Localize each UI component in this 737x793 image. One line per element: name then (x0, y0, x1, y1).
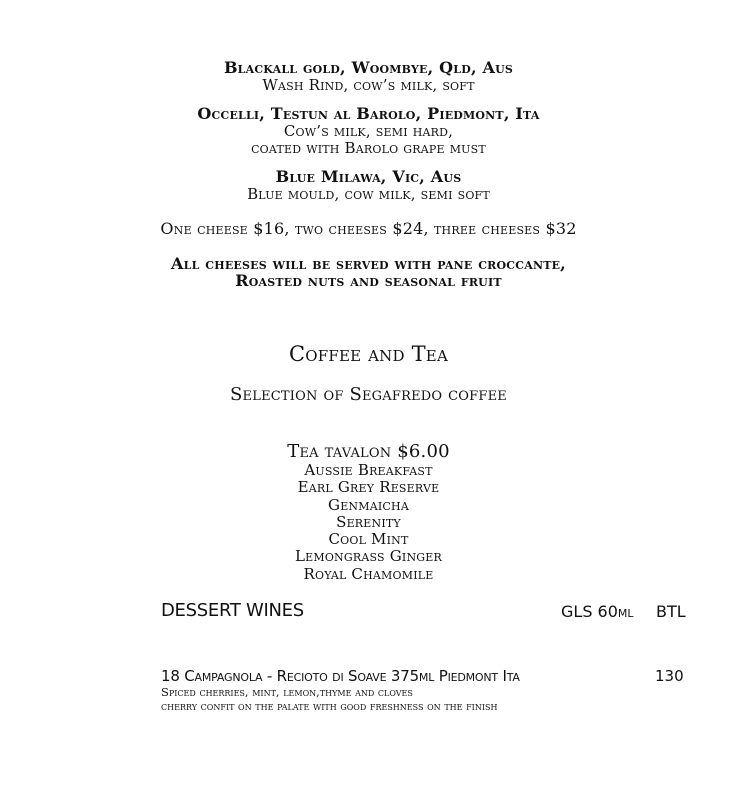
wine-item-note-1: Spiced cherries, mint, lemon,thyme and cloves (161, 685, 413, 699)
cheese-desc-3: Blue mould, cow milk, semi soft (247, 185, 490, 203)
cheese-name-2: Occelli, Testun al Barolo, Piedmont, Ita (197, 104, 540, 123)
tea-heading: Tea tavalon $6.00 (287, 441, 450, 462)
cheese-desc-1: Wash Rind, cow’s milk, soft (262, 76, 475, 94)
tea-item: Lemongrass Ginger (294, 547, 442, 565)
cheese-name-3: Blue Milawa, Vic, Aus (275, 167, 462, 186)
wine-item-note-2: cherry confit on the palate with good freshness on the finish (161, 699, 498, 713)
cheese-desc-2a: Cow’s milk, semi hard, (283, 122, 454, 140)
cheese-note-1: All cheeses will be served with pane croccante, (171, 254, 566, 273)
tea-item: Royal Chamomile (303, 565, 434, 583)
wine-item-name: 18 Campagnola - Recioto di Soave 375ml Piedmont Ita (161, 667, 520, 685)
coffee-tea-heading: Coffee and Tea (288, 342, 448, 366)
tea-item: Cool Mint (328, 530, 409, 548)
cheese-pricing: One cheese $16, two cheeses $24, three cheeses $32 (160, 219, 577, 238)
cheese-name-1: Blackall gold, Woombye, Qld, Aus (223, 58, 514, 77)
tea-item: Aussie Breakfast (304, 461, 433, 479)
cheese-desc-2b: coated with Barolo grape must (251, 139, 486, 157)
coffee-selection: Selection of Segafredo coffee (230, 384, 507, 405)
bottle-column-header: BTL (656, 602, 686, 621)
dessert-wines-heading: DESSERT WINES (161, 600, 304, 621)
cheese-note-2: Roasted nuts and seasonal fruit (235, 271, 502, 290)
wine-item-bottle-price: 130 (655, 667, 684, 685)
glass-column-header: GLS 60ml (561, 602, 634, 621)
tea-item: Earl Grey Reserve (297, 478, 440, 496)
tea-item: Genmaicha (328, 496, 409, 514)
tea-item: Serenity (336, 513, 401, 531)
